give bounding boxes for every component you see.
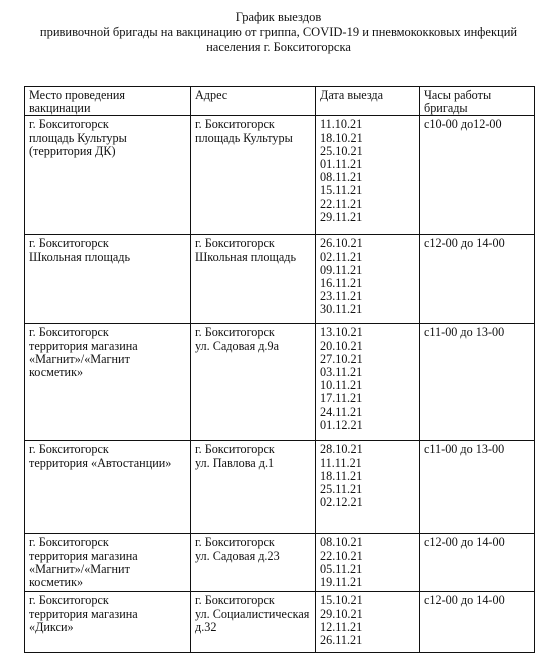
- hours-text: с12-00 до 14-00: [424, 535, 505, 550]
- cell-address: [191, 534, 316, 592]
- column-header-place-line: вакцинации: [29, 101, 91, 116]
- date-entry: 01.12.21: [320, 417, 363, 432]
- table-row: [25, 235, 535, 324]
- cell-address: [191, 441, 316, 534]
- table-row: [25, 592, 535, 653]
- place-line: г. Бокситогорск: [29, 325, 109, 340]
- date-entry: 13.10.21: [320, 325, 363, 340]
- cell-dates: [316, 116, 420, 235]
- date-entry: 10.11.21: [320, 378, 363, 393]
- place-line: Школьная площадь: [29, 249, 131, 264]
- address-line: г. Бокситогорск: [195, 442, 275, 457]
- address-line: ул. Садовая д.23: [195, 548, 280, 563]
- date-entry: 09.11.21: [320, 262, 363, 277]
- hours-text: с12-00 до 14-00: [424, 236, 505, 251]
- date-entry: 22.10.21: [320, 548, 363, 563]
- date-entry: 20.10.21: [320, 338, 363, 353]
- place-line: «Магнит»/«Магнит: [29, 561, 130, 576]
- cell-address: [191, 116, 316, 235]
- column-header-hours-line: Часы работы: [424, 88, 492, 102]
- cell-place: [25, 116, 191, 235]
- address-line: площадь Культуры: [195, 130, 293, 145]
- address-line: Школьная площадь: [195, 249, 297, 264]
- place-line: г. Бокситогорск: [29, 442, 109, 457]
- place-line: г. Бокситогорск: [29, 117, 109, 132]
- cell-place: [25, 592, 191, 653]
- date-entry: 30.11.21: [320, 302, 363, 317]
- date-entry: 25.11.21: [320, 482, 363, 497]
- cell-dates: [316, 441, 420, 534]
- place-line: территория магазина: [29, 606, 138, 621]
- cell-address: [191, 592, 316, 653]
- address-line: ул. Павлова д.1: [195, 455, 275, 470]
- address-line: ул. Садовая д.9а: [195, 338, 279, 353]
- date-entry: 08.11.21: [320, 170, 363, 185]
- cell-place: [25, 235, 191, 324]
- address-line: г. Бокситогорск: [195, 535, 275, 550]
- column-header-place-line: Место проведения: [29, 88, 126, 102]
- date-entry: 26.11.21: [320, 633, 363, 648]
- schedule-table: [24, 86, 535, 653]
- place-line: г. Бокситогорск: [29, 535, 109, 550]
- hours-text: с10-00 до12-00: [424, 117, 502, 132]
- table-body: [25, 116, 535, 653]
- place-line: территория магазина: [29, 338, 138, 353]
- hours-text: с12-00 до 14-00: [424, 593, 505, 608]
- hours-text: с11-00 до 13-00: [424, 442, 505, 457]
- cell-dates: [316, 324, 420, 441]
- date-entry: 05.11.21: [320, 561, 363, 576]
- date-entry: 28.10.21: [320, 442, 363, 457]
- date-entry: 29.11.21: [320, 209, 363, 224]
- place-line: площадь Культуры: [29, 130, 127, 145]
- date-entry: 27.10.21: [320, 351, 363, 366]
- place-line: территория «Автостанции»: [29, 455, 172, 470]
- place-line: «Дикси»: [29, 619, 74, 634]
- header-subtitle: прививочной бригады на вакцинацию от гриппа, COVID-19 и пневмококковых инфекций: [39, 25, 518, 39]
- column-header-place: [25, 87, 191, 116]
- column-header-hours: [420, 87, 535, 116]
- date-entry: 15.10.21: [320, 593, 363, 608]
- date-entry: 15.11.21: [320, 183, 363, 198]
- column-header-address: Адрес: [191, 87, 316, 116]
- date-entry: 29.10.21: [320, 606, 363, 621]
- cell-dates: [316, 592, 420, 653]
- place-line: г. Бокситогорск: [29, 236, 109, 251]
- column-header-date: Дата выезда: [316, 87, 420, 116]
- date-entry: 19.11.21: [320, 575, 363, 590]
- date-entry: 11.10.21: [320, 117, 363, 132]
- date-entry: 26.10.21: [320, 236, 363, 251]
- cell-dates: [316, 235, 420, 324]
- date-entry: 11.11.21: [320, 455, 362, 470]
- date-entry: 08.10.21: [320, 535, 363, 550]
- cell-dates: [316, 534, 420, 592]
- cell-hours: [420, 235, 535, 324]
- date-entry: 12.11.21: [320, 619, 363, 634]
- date-entry: 22.11.21: [320, 196, 363, 211]
- date-entry: 17.11.21: [320, 391, 363, 406]
- date-entry: 02.12.21: [320, 495, 363, 510]
- date-entry: 03.11.21: [320, 365, 363, 380]
- date-entry: 02.11.21: [320, 249, 363, 264]
- cell-hours: [420, 324, 535, 441]
- document-header: [0, 10, 557, 55]
- address-line: г. Бокситогорск: [195, 325, 275, 340]
- cell-address: [191, 235, 316, 324]
- date-entry: 23.11.21: [320, 289, 363, 304]
- cell-hours: [420, 441, 535, 534]
- cell-place: [25, 324, 191, 441]
- date-entry: 18.10.21: [320, 130, 363, 145]
- date-entry: 18.11.21: [320, 468, 363, 483]
- cell-place: [25, 534, 191, 592]
- table-row: [25, 324, 535, 441]
- address-line: г. Бокситогорск: [195, 117, 275, 132]
- date-entry: 24.11.21: [320, 404, 363, 419]
- address-line: г. Бокситогорск: [195, 236, 275, 251]
- date-entry: 01.11.21: [320, 157, 363, 172]
- date-entry: 25.10.21: [320, 143, 363, 158]
- place-line: «Магнит»/«Магнит: [29, 351, 130, 366]
- date-entry: 16.11.21: [320, 276, 363, 291]
- table-header-row: [25, 87, 535, 116]
- hours-text: с11-00 до 13-00: [424, 325, 505, 340]
- place-line: (территория ДК): [29, 143, 116, 158]
- place-line: косметик»: [29, 365, 84, 380]
- cell-hours: [420, 116, 535, 235]
- column-header-hours-line: бригады: [424, 101, 468, 116]
- cell-address: [191, 324, 316, 441]
- table-row: [25, 441, 535, 534]
- place-line: территория магазина: [29, 548, 138, 563]
- place-line: косметик»: [29, 575, 84, 590]
- cell-hours: [420, 592, 535, 653]
- table-row: [25, 534, 535, 592]
- place-line: г. Бокситогорск: [29, 593, 109, 608]
- address-line: д.32: [195, 619, 217, 634]
- header-population: населения г. Бокситогорска: [206, 40, 351, 54]
- address-line: г. Бокситогорск: [195, 593, 275, 608]
- address-line: ул. Социалистическая: [195, 606, 310, 621]
- header-title: График выездов: [235, 10, 322, 24]
- table-row: [25, 116, 535, 235]
- cell-hours: [420, 534, 535, 592]
- cell-place: [25, 441, 191, 534]
